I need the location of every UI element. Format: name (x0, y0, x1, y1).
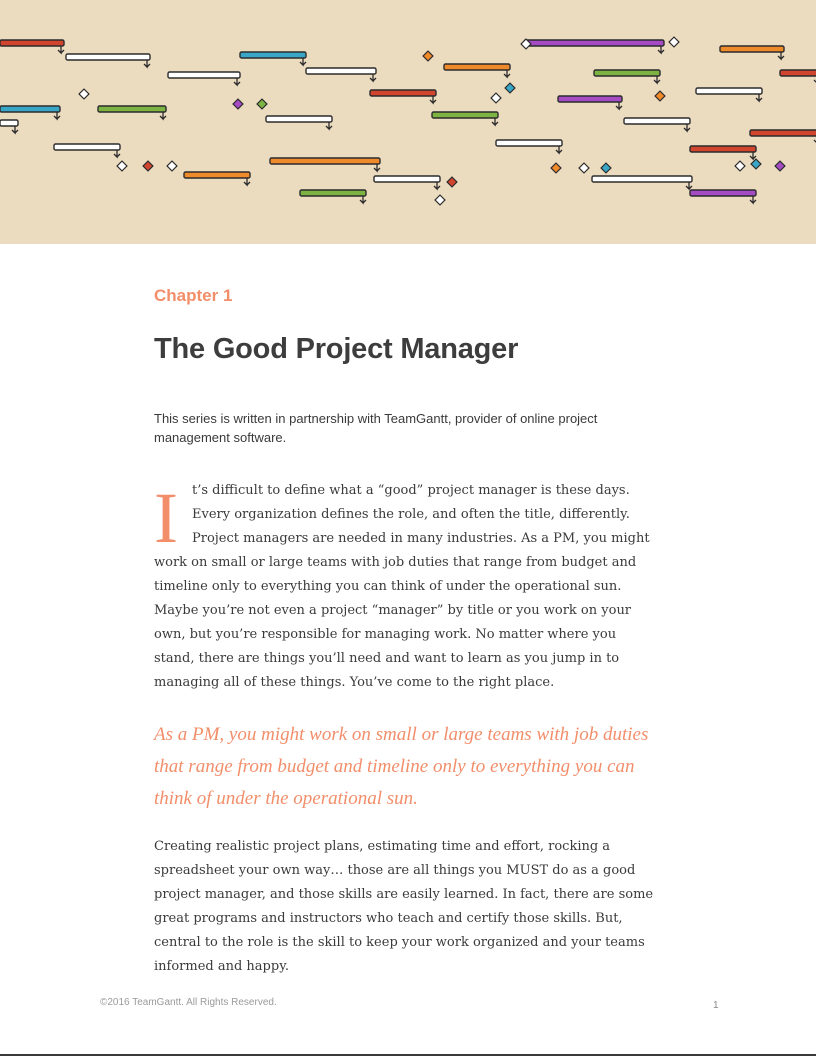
gantt-bar (374, 176, 440, 189)
gantt-bar (594, 70, 660, 83)
gantt-bar (624, 118, 690, 131)
header-banner (0, 0, 816, 244)
gantt-bar (240, 52, 306, 65)
milestone-diamond-icon (143, 161, 153, 171)
gantt-bar (54, 144, 120, 157)
gantt-bar (444, 64, 510, 77)
gantt-bar (266, 116, 332, 129)
milestone-diamond-icon (435, 195, 445, 205)
drop-cap: I (154, 478, 178, 558)
intro-note: This series is written in partnership with TeamGantt, provider of online project management software. (154, 411, 598, 445)
gantt-bar (0, 40, 64, 53)
gantt-bar (558, 96, 622, 109)
pull-quote: As a PM, you might work on small or large teams with job duties that range from budget and timeline only to everything you can think of under the operational sun. (154, 724, 649, 809)
gantt-bar (496, 140, 562, 153)
milestone-diamond-icon (751, 159, 761, 169)
bottom-rule (0, 1054, 816, 1056)
milestone-diamond-icon (491, 93, 501, 103)
footer-copyright: ©2016 TeamGantt. All Rights Reserved. (100, 997, 277, 1008)
page-title: The Good Project Manager (154, 333, 519, 365)
gantt-bar (780, 70, 816, 83)
milestone-diamond-icon (669, 37, 679, 47)
milestone-diamond-icon (775, 161, 785, 171)
gantt-bar (432, 112, 498, 125)
milestone-diamond-icon (257, 99, 267, 109)
gantt-bar (524, 40, 664, 53)
gantt-bar (184, 172, 250, 185)
gantt-bar (750, 130, 816, 143)
article-paragraph-2: Creating realistic project plans, estimating time and effort, rocking a spreadsheet your own way… those are all things you MUST do as a good project manager, and those skills are easily learned. In fact, there are some great programs and instructors who teach and certify those skills. But, central to the role is the skill to keep your work organized and your teams informed and happy. (154, 839, 654, 974)
gantt-bar (720, 46, 784, 59)
milestone-diamond-icon (79, 89, 89, 99)
milestone-diamond-icon (233, 99, 243, 109)
milestone-diamond-icon (655, 91, 665, 101)
gantt-bar (690, 146, 756, 159)
page-number: 1 (713, 1000, 719, 1011)
milestone-diamond-icon (447, 177, 457, 187)
milestone-diamond-icon (601, 163, 611, 173)
milestone-diamond-icon (505, 83, 515, 93)
milestone-diamond-icon (423, 51, 433, 61)
paragraph-1-text: t’s difficult to define what a “good” project manager is these days. Every organization defines the role, and often the title, differently. Project managers are needed in many industries. As a PM, you might work on small or large teams with job duties that range from budget and timeline only to everything you can think of under the operational sun. Maybe you’re not even a project “manager” by title or you work on your own, but you’re responsible for managing work. No matter where you stand, there are things you’ll need and want to learn as you jump in to managing all of these things. You’ve come to the right place. (154, 483, 650, 690)
gantt-bar (0, 106, 60, 119)
gantt-bar (306, 68, 376, 81)
gantt-bar (98, 106, 166, 119)
gantt-bar (370, 90, 436, 103)
gantt-bar (270, 158, 380, 171)
milestone-diamond-icon (735, 161, 745, 171)
milestone-diamond-icon (167, 161, 177, 171)
milestone-diamond-icon (579, 163, 589, 173)
chapter-label: Chapter 1 (154, 286, 233, 305)
gantt-bar (592, 176, 692, 189)
gantt-bar (690, 190, 756, 203)
gantt-bar (300, 190, 366, 203)
article-paragraph-1 (154, 479, 660, 695)
gantt-bar (66, 54, 150, 67)
gantt-bar (0, 120, 18, 133)
milestone-diamond-icon (551, 163, 561, 173)
gantt-bar (168, 72, 240, 85)
milestone-diamond-icon (117, 161, 127, 171)
gantt-illustration (0, 0, 816, 244)
gantt-bar (696, 88, 762, 101)
